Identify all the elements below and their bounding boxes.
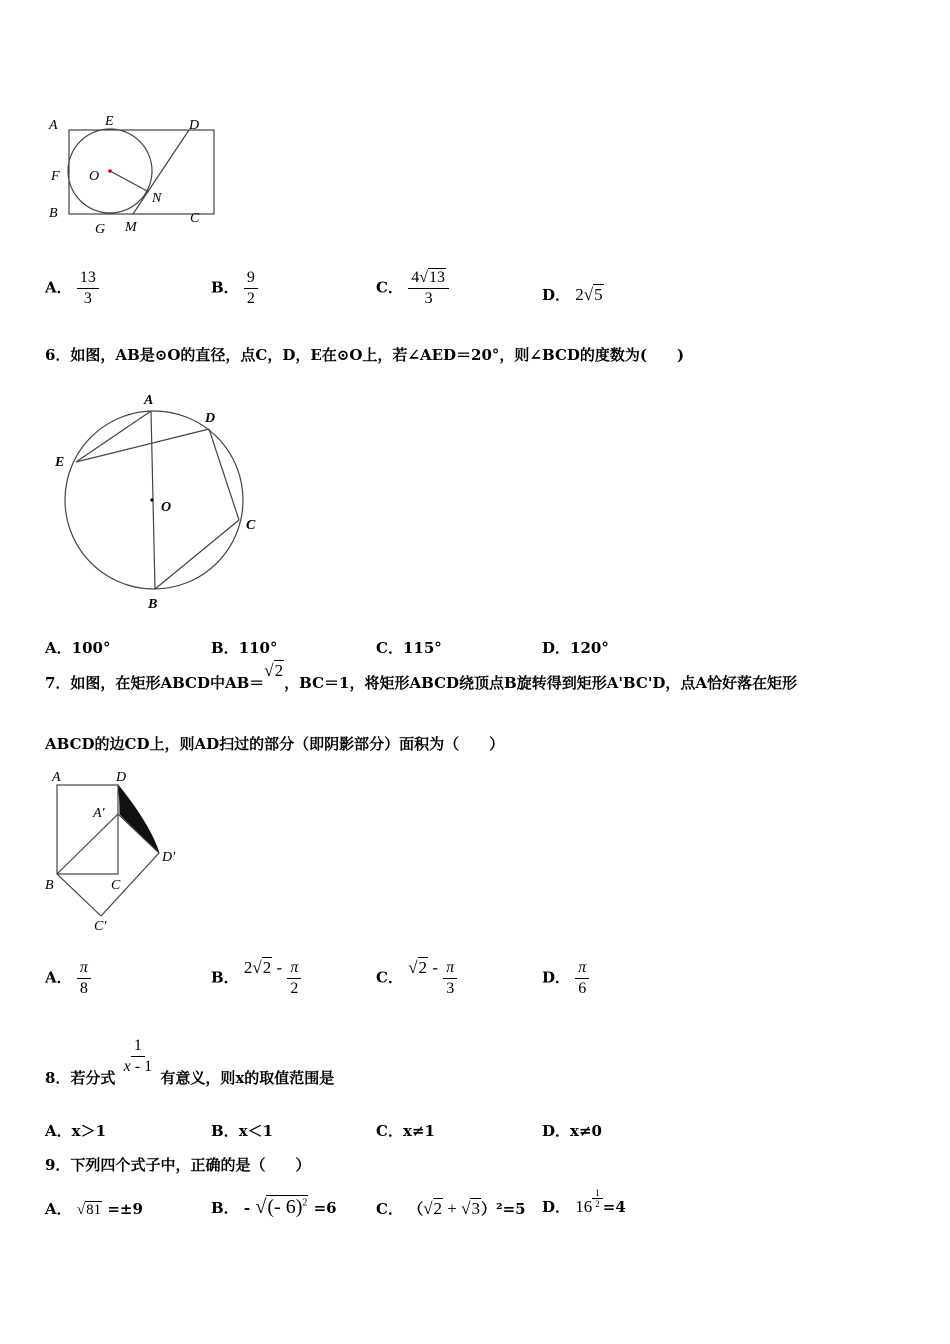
q5-label-b: B — [49, 206, 58, 221]
q5-label-a: A — [49, 118, 58, 133]
q6-label-o: O — [161, 500, 172, 515]
q8-option-d[interactable]: D．x≠0 — [542, 1122, 602, 1140]
exponent-fraction: $\frac{1}{2}$ — [592, 1188, 603, 1209]
q8-stem: 8．若分式 $\frac{1}{x - 1}$ 有意义，则x的取值范围是 — [45, 1037, 335, 1087]
radical-expression: 2√5 — [575, 285, 603, 304]
q5-label-g: G — [95, 222, 106, 237]
q5-label-n: N — [152, 191, 162, 206]
fraction: $\frac{13}{3}$ — [77, 268, 99, 309]
q6-label-e: E — [55, 455, 65, 470]
q6-stem: 6．如图，AB是⊙O的直径，点C，D，E在⊙O上，若∠AED＝20°，则∠BCD的度数为( ) — [45, 346, 685, 364]
q7-figure — [40, 765, 200, 935]
q6-figure — [45, 385, 270, 615]
q5-label-m: M — [125, 220, 137, 235]
fraction: $\frac{1}{x - 1}$ — [123, 1037, 153, 1075]
q9-option-d[interactable]: D． 16 $\frac{1}{2}$ =4 — [542, 1187, 626, 1216]
q8-option-c[interactable]: C．x≠1 — [376, 1122, 435, 1140]
fraction: $\frac{\pi}{3}$ — [443, 958, 457, 999]
q9-option-c[interactable]: C． （√2 + √3）²=5 — [376, 1199, 526, 1218]
q9-stem: 9．下列四个式子中，正确的是（ ） — [45, 1156, 311, 1174]
q5-option-b[interactable] — [211, 268, 258, 309]
q7-option-c[interactable]: C． √2 - $\frac{\pi}{3}$ — [376, 958, 457, 999]
fraction: $\frac{\pi}{2}$ — [287, 958, 301, 999]
q7-stem-line1: 7．如图，在矩形ABCD中AB＝√2，BC＝1，将矩形ABCD绕顶点B旋转得到矩形A'BC'D，点A恰好落在矩形 — [45, 661, 798, 692]
fraction: $\frac{4√13}{3}$ — [408, 268, 449, 309]
fraction: $\frac{\pi}{8}$ — [77, 958, 91, 999]
q8-option-b[interactable]: B．x＜1 — [211, 1122, 274, 1140]
option-letter: D． — [542, 286, 571, 304]
option-letter: A． — [45, 278, 72, 297]
q6-label-a: A — [144, 393, 154, 408]
q6-label-b: B — [148, 597, 158, 612]
q5-label-d: D — [189, 118, 200, 133]
option-letter: C． — [376, 278, 403, 297]
q7-option-b[interactable]: B． 2√2 - $\frac{\pi}{2}$ — [211, 958, 301, 999]
q5-label-e: E — [105, 114, 114, 129]
q8-option-a[interactable]: A．x＞1 — [45, 1122, 107, 1140]
q9-option-a[interactable]: A． √81 =±9 — [45, 1200, 143, 1218]
q5-option-a[interactable] — [45, 268, 99, 309]
q7-stem-line2: ABCD的边CD上，则AD扫过的部分（即阴影部分）面积为（ ） — [45, 735, 505, 753]
q7-option-a[interactable]: A． $\frac{\pi}{8}$ — [45, 958, 91, 999]
q5-option-c[interactable] — [376, 268, 449, 309]
q6-label-c: C — [246, 518, 256, 533]
q7-label-b: B — [45, 878, 54, 893]
q6-option-a[interactable]: A．100° — [45, 639, 111, 657]
q6-option-c[interactable]: C．115° — [376, 639, 442, 657]
q9-option-b[interactable]: B． - √(- 6)$^2$ =6 — [211, 1196, 337, 1218]
q7-label-a-prime: A' — [93, 806, 105, 821]
fraction: $\frac{\pi}{6}$ — [575, 958, 589, 999]
q6-option-d[interactable]: D．120° — [542, 639, 609, 657]
q6-option-b[interactable]: B．110° — [211, 639, 278, 657]
q7-option-d[interactable]: D． $\frac{\pi}{6}$ — [542, 958, 589, 999]
q7-label-c-prime: C' — [94, 919, 107, 934]
q5-label-o: O — [89, 169, 100, 184]
q5-label-c: C — [190, 211, 200, 226]
option-letter: B． — [211, 278, 239, 297]
q5-figure — [45, 110, 220, 240]
q7-label-c: C — [111, 878, 121, 893]
q7-label-d: D — [116, 770, 127, 785]
q5-label-f: F — [51, 169, 60, 184]
q7-label-a: A — [52, 770, 61, 785]
q5-option-d[interactable] — [542, 284, 604, 305]
q6-label-d: D — [205, 411, 216, 426]
fraction: $\frac{9}{2}$ — [244, 268, 258, 309]
q7-label-d-prime: D' — [162, 850, 176, 865]
